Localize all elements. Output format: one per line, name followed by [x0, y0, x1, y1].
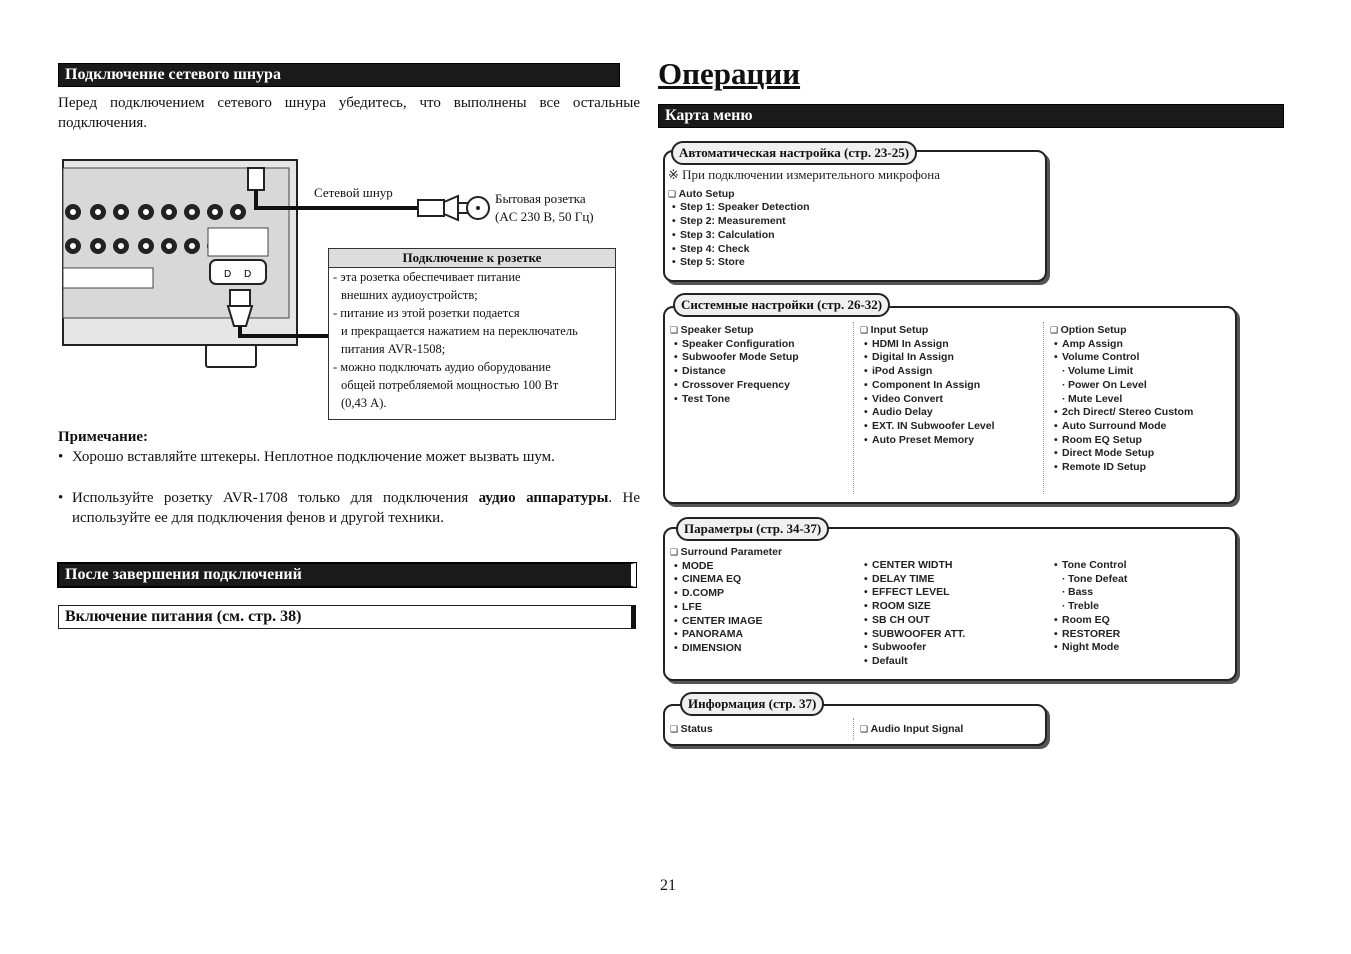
menu-item: • Subwoofer [860, 641, 1050, 655]
menu-item: • Distance [670, 365, 850, 379]
menu-item: • DELAY TIME [860, 573, 1050, 587]
divider [853, 718, 854, 740]
menu-item: • 2ch Direct/ Stereo Custom [1050, 406, 1230, 420]
option-setup-head: ❑ Option Setup [1050, 324, 1230, 338]
menu-item: • Video Convert [860, 393, 1040, 407]
menu-subitem: · Tone Defeat [1050, 573, 1230, 587]
menu-item: • Night Mode [1050, 641, 1230, 655]
auto-setup-pill: Автоматическая настройка (стр. 23-25) [671, 141, 917, 165]
outlet-label-line1: Бытовая розетка [495, 191, 586, 206]
menu-item: • Component In Assign [860, 379, 1040, 393]
menu-map-header: Карта меню [658, 104, 1284, 128]
option-setup-column [1050, 324, 1230, 475]
socket-line: (0,43 А). [341, 396, 387, 410]
auto-setup-head: ❑ Auto Setup [668, 188, 1038, 202]
socket-box-title: Подключение к розетке [329, 249, 615, 268]
menu-item: • PANORAMA [670, 628, 860, 642]
power-on-header: Включение питания (см. стр. 38) [58, 605, 636, 629]
menu-item: • CENTER IMAGE [670, 615, 860, 629]
menu-item: • LFE [670, 601, 860, 615]
surround-col3 [1050, 559, 1230, 655]
intro-paragraph: Перед подключением сетевого шнура убедитесь, что выполнены все остальные подключения. [58, 95, 640, 131]
menu-item: • EXT. IN Subwoofer Level [860, 420, 1040, 434]
audio-input-signal-head: ❑ Audio Input Signal [860, 723, 963, 737]
outlet-label-line2: (AC 230 В, 50 Гц) [495, 209, 594, 224]
menu-subitem: · Volume Limit [1050, 365, 1230, 379]
menu-item: • Auto Surround Mode [1050, 420, 1230, 434]
divider [853, 322, 854, 494]
speaker-setup-column [670, 324, 850, 406]
menu-item: • SB CH OUT [860, 614, 1050, 628]
note-2-text-b: . Не используйте ее для подключения фенов и другой техники. [72, 490, 640, 526]
socket-line: внешних аудиоустройств; [341, 288, 478, 302]
menu-item: • Speaker Configuration [670, 338, 850, 352]
menu-item: • Volume Control [1050, 351, 1230, 365]
auto-setup-step: • Step 3: Calculation [668, 229, 1038, 243]
menu-item: • Direct Mode Setup [1050, 447, 1230, 461]
power-cord-section-header: Подключение сетевого шнура [58, 63, 620, 87]
menu-item: • HDMI In Assign [860, 338, 1040, 352]
after-connections-header: После завершения подключений [58, 563, 636, 587]
info-col2 [860, 723, 963, 737]
socket-line: питания AVR-1508; [341, 342, 446, 356]
menu-item: • RESTORER [1050, 628, 1230, 642]
system-setup-pill: Системные настройки (стр. 26-32) [673, 293, 890, 317]
auto-setup-step: • Step 1: Speaker Detection [668, 201, 1038, 215]
socket-line: и прекращается нажатием на переключатель [341, 324, 578, 338]
menu-item: • Room EQ [1050, 614, 1230, 628]
info-col1 [670, 723, 713, 737]
menu-item: • Crossover Frequency [670, 379, 850, 393]
menu-subitem: · Mute Level [1050, 393, 1230, 407]
mic-note: ※ При подключении измерительного микрофона [668, 167, 940, 182]
menu-item: • CENTER WIDTH [860, 559, 1050, 573]
note-title: Примечание: [58, 429, 149, 445]
socket-line: - эта розетка обеспечивает питание [333, 270, 521, 284]
menu-item: • Default [860, 655, 1050, 669]
svg-text:D: D [244, 269, 252, 280]
note-item-1: • Хорошо вставляйте штекеры. Неплотное подключение может вызвать шум. [58, 447, 640, 467]
menu-item: • Auto Preset Memory [860, 434, 1040, 448]
auto-setup-step: • Step 5: Store [668, 256, 1038, 270]
menu-item: • Tone Control [1050, 559, 1230, 573]
menu-item: • Digital In Assign [860, 351, 1040, 365]
menu-item: • DIMENSION [670, 642, 860, 656]
menu-item: • CINEMA EQ [670, 573, 860, 587]
menu-item: • EFFECT LEVEL [860, 586, 1050, 600]
menu-item: • SUBWOOFER ATT. [860, 628, 1050, 642]
menu-item: • Audio Delay [860, 406, 1040, 420]
note-2-text-a: Используйте розетку AVR-1708 только для подключения [72, 490, 479, 506]
page-title: Операции [658, 56, 801, 91]
socket-line: общей потребляемой мощностью 100 Вт [341, 378, 559, 392]
menu-item: • D.COMP [670, 587, 860, 601]
menu-item: • Test Tone [670, 393, 850, 407]
socket-info-box [328, 248, 616, 420]
menu-item: • MODE [670, 560, 860, 574]
menu-item: • Remote ID Setup [1050, 461, 1230, 475]
note-2-bold: аудио аппаратуры [478, 490, 609, 506]
surround-col1 [670, 546, 860, 656]
menu-item: • ROOM SIZE [860, 600, 1050, 614]
menu-item: • Room EQ Setup [1050, 434, 1230, 448]
status-head: ❑ Status [670, 723, 713, 737]
surround-col2 [860, 559, 1050, 669]
socket-line: - питание из этой розетки подается [333, 306, 520, 320]
surround-parameter-head: ❑ Surround Parameter [670, 546, 860, 560]
speaker-setup-head: ❑ Speaker Setup [670, 324, 850, 338]
socket-line: - можно подключать аудио оборудование [333, 360, 551, 374]
svg-text:D: D [224, 269, 232, 280]
page-number: 21 [660, 877, 676, 894]
info-pill: Информация (стр. 37) [680, 692, 824, 716]
note-item-2 [58, 488, 640, 528]
input-setup-column [860, 324, 1040, 447]
parameters-pill: Параметры (стр. 34-37) [676, 517, 829, 541]
auto-setup-step: • Step 2: Measurement [668, 215, 1038, 229]
connection-figure [58, 150, 638, 425]
auto-setup-step: • Step 4: Check [668, 243, 1038, 257]
menu-subitem: · Power On Level [1050, 379, 1230, 393]
menu-item: • Subwoofer Mode Setup [670, 351, 850, 365]
menu-subitem: · Treble [1050, 600, 1230, 614]
divider [1043, 322, 1044, 494]
menu-item: • iPod Assign [860, 365, 1040, 379]
menu-subitem: · Bass [1050, 586, 1230, 600]
power-cord-label: Сетевой шнур [314, 185, 393, 200]
menu-item: • Amp Assign [1050, 338, 1230, 352]
auto-setup-content [668, 168, 1038, 270]
input-setup-head: ❑ Input Setup [860, 324, 1040, 338]
